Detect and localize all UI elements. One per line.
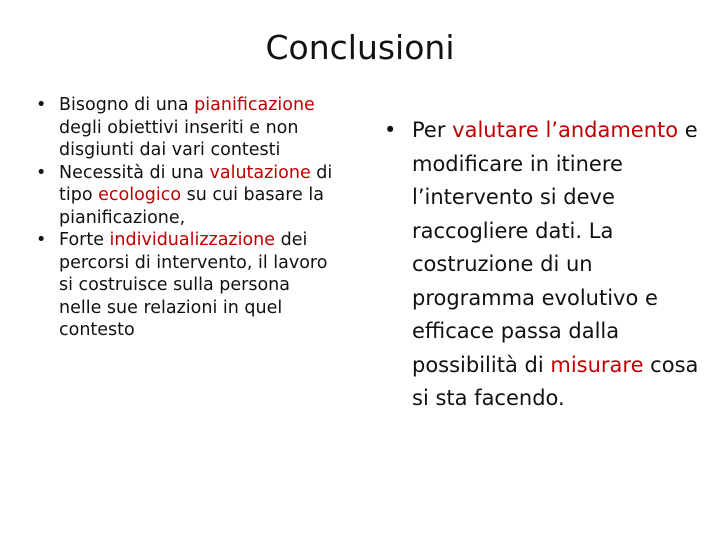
bullet-text-segment: su cui basare la pianificazione,	[59, 185, 324, 228]
bullet-evaluation	[36, 162, 336, 230]
highlight-ecologico: ecologico	[98, 185, 182, 205]
bullet-planning	[36, 94, 336, 162]
bullet-individualization	[36, 229, 336, 342]
bullet-text-segment: Bisogno di una	[59, 95, 195, 115]
bullet-measurement	[384, 114, 704, 416]
bullet-text-segment: e modificare in itinere l’intervento si deve raccogliere dati. La costruzione di un programma evolutivo e efficace passa dalla possibilità di	[412, 118, 698, 377]
left-bullet-list	[36, 94, 336, 342]
right-bullet-list	[384, 114, 704, 416]
bullet-text-segment: Necessità di una	[59, 162, 210, 183]
slide-title: Conclusioni	[265, 28, 455, 67]
highlight-pianificazione: pianificazione	[194, 95, 315, 115]
highlight-misurare: misurare	[550, 352, 644, 377]
bullet-text-segment: Forte	[59, 230, 110, 250]
bullet-text-segment: di tipo	[59, 162, 333, 205]
bullet-text-segment: cosa si sta facendo.	[412, 352, 699, 410]
highlight-individualizzazione: individualizzazione	[109, 230, 276, 250]
bullet-text-segment: degli obiettivi inseriti e non disgiunti dai vari contesti	[59, 117, 299, 160]
highlight-valutare-andamento: valutare l’andamento	[452, 118, 679, 142]
bullet-text-segment: Per	[412, 118, 453, 142]
highlight-valutazione: valutazione	[209, 162, 311, 183]
bullet-text-segment: dei percorsi di intervento, il lavoro si costruisce sulla persona nelle sue relazioni in quel contesto	[59, 230, 328, 340]
